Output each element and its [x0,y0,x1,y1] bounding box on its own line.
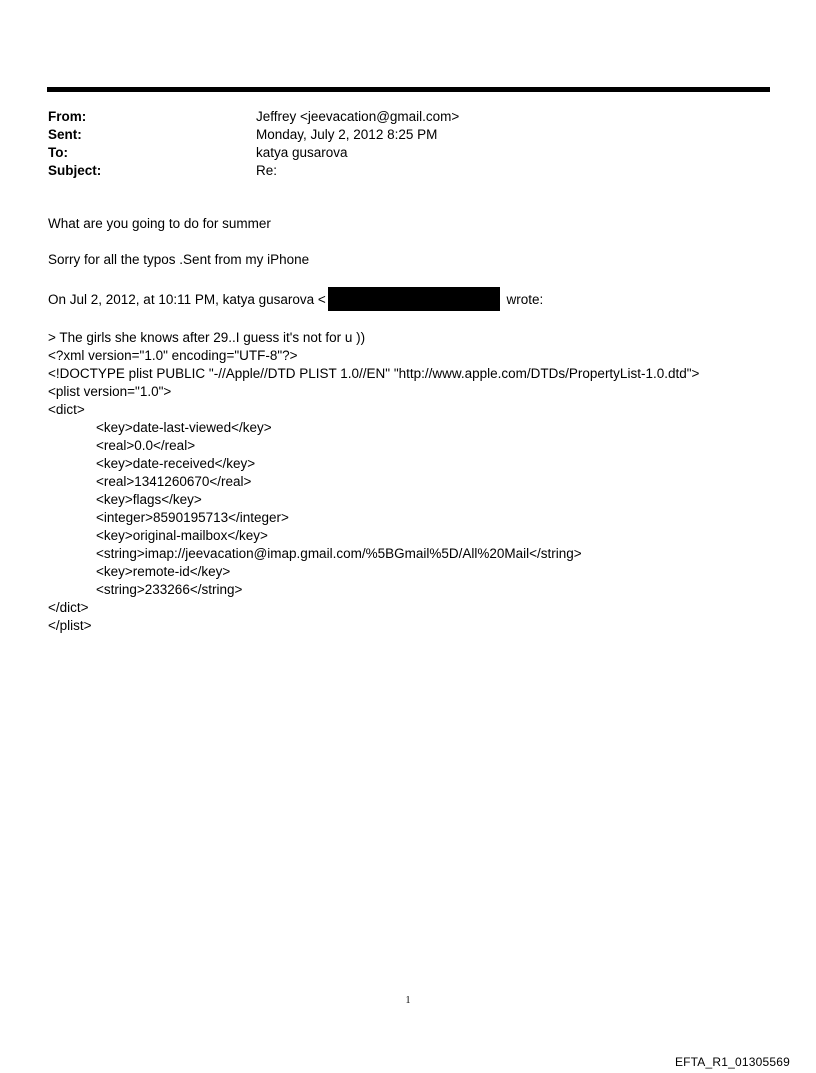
sent-label: Sent: [48,127,82,142]
xml-line: <key>date-received</key> [96,456,256,471]
from-value: Jeffrey <jeevacation@gmail.com> [256,109,460,124]
from-row [48,108,748,126]
quote-intro-after: wrote: [502,292,544,307]
from-label: From: [48,109,87,124]
sent-value: Monday, July 2, 2012 8:25 PM [256,127,438,142]
xml-line: <dict> [48,402,85,417]
xml-line: <string>imap://jeevacation@imap.gmail.com/%5BGmail%5D/All%20Mail</string> [96,546,582,561]
redaction-box [328,287,500,311]
xml-plist-block [48,347,788,635]
to-value: katya gusarova [256,145,348,160]
xml-line: </dict> [48,600,89,615]
xml-line: <plist version="1.0"> [48,384,172,399]
bates-number: EFTA_R1_01305569 [674,1055,790,1069]
page-number: 1 [405,995,411,1006]
email-body [48,215,788,635]
xml-line: <key>flags</key> [96,492,202,507]
xml-line: <key>original-mailbox</key> [96,528,268,543]
quote-intro [48,287,788,311]
subject-row [48,162,748,180]
xml-line: <real>0.0</real> [96,438,196,453]
xml-line: </plist> [48,618,92,633]
body-line-signature: Sorry for all the typos .Sent from my iPhone [48,252,310,267]
sent-row [48,126,748,144]
header-rule [47,87,770,92]
xml-line: <!DOCTYPE plist PUBLIC "-//Apple//DTD PLIST 1.0//EN" "http://www.apple.com/DTDs/PropertyList-1.0.dtd"> [48,366,700,381]
quote-intro-before: On Jul 2, 2012, at 10:11 PM, katya gusarova < [48,292,326,307]
xml-line: <?xml version="1.0" encoding="UTF-8"?> [48,348,298,363]
xml-line: <integer>8590195713</integer> [96,510,289,525]
body-line-summer: What are you going to do for summer [48,216,271,231]
subject-label: Subject: [48,163,102,178]
xml-line: <real>1341260670</real> [96,474,252,489]
to-label: To: [48,145,68,160]
quoted-text: > The girls she knows after 29..I guess it's not for u )) [48,330,366,345]
to-row [48,144,748,162]
xml-line: <key>remote-id</key> [96,564,231,579]
xml-line: <key>date-last-viewed</key> [96,420,272,435]
subject-value: Re: [256,163,278,178]
xml-line: <string>233266</string> [96,582,243,597]
email-header [48,108,748,180]
